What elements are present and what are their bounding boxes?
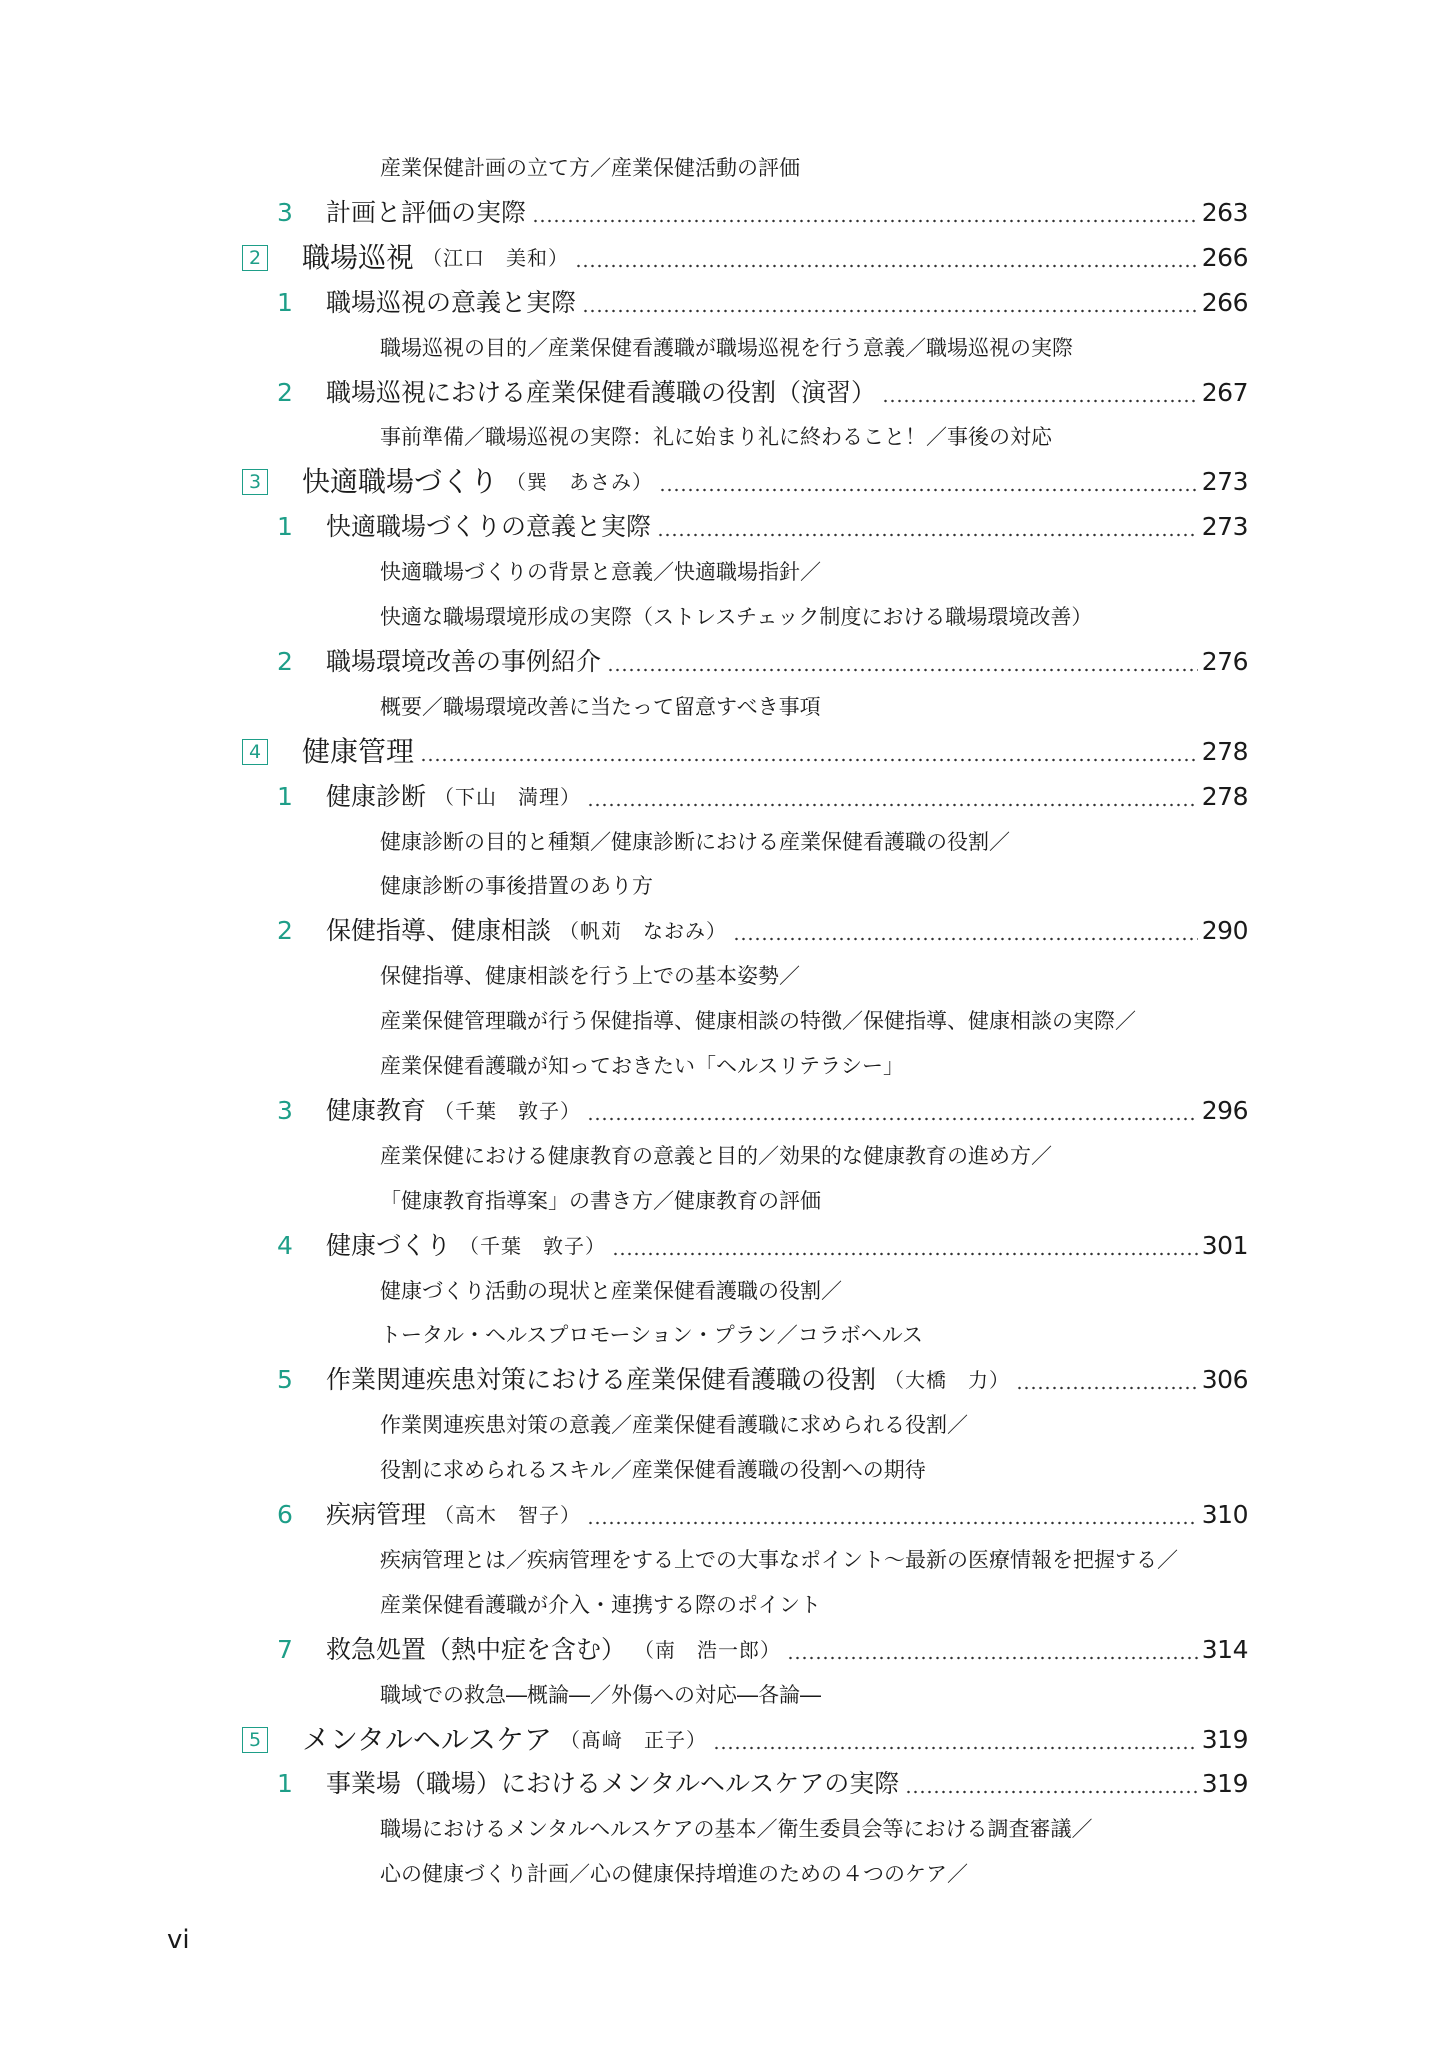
dot-leader <box>532 216 1198 226</box>
section-number-box: 2 <box>242 245 268 271</box>
entry-page-number: 263 <box>1201 198 1248 227</box>
dot-leader <box>1016 1383 1198 1393</box>
toc-entry[interactable] <box>0 1224 1248 1268</box>
entry-page-number: 306 <box>1201 1365 1248 1394</box>
entry-author: （千葉 敦子） <box>434 1099 582 1123</box>
entry-author: （大橋 力） <box>884 1368 1011 1392</box>
dot-leader <box>659 485 1198 495</box>
toc-subtopics: 役割に求められるスキル／産業保健看護職の役割への期待 <box>380 1458 926 1482</box>
dot-leader <box>713 1743 1198 1753</box>
dot-leader <box>587 1114 1198 1124</box>
toc-entry[interactable] <box>0 281 1248 325</box>
entry-author: （高木 智子） <box>434 1503 582 1527</box>
toc-subtopics: 「健康教育指導案」の書き方／健康教育の評価 <box>380 1189 821 1213</box>
toc-subtopics: 事前準備／職場巡視の実際：礼に始まり礼に終わること！／事後の対応 <box>380 425 1052 449</box>
toc-subtopics: 健康診断の事後措置のあり方 <box>380 874 653 898</box>
entry-number: 1 <box>277 512 293 541</box>
section-number-box: 3 <box>242 469 268 495</box>
toc-entry[interactable] <box>0 1762 1248 1806</box>
dot-leader <box>582 306 1198 316</box>
entry-title: 作業関連疾患対策における産業保健看護職の役割 <box>326 1365 877 1394</box>
entry-page-number: 301 <box>1201 1231 1248 1260</box>
toc-subtopics: 快適な職場環境形成の実際（ストレスチェック制度における職場環境改善） <box>380 605 1093 629</box>
entry-page-number: 267 <box>1201 378 1248 407</box>
section-number-box: 5 <box>242 1727 268 1753</box>
dot-leader <box>587 1518 1198 1528</box>
toc-subtopics: 保健指導、健康相談を行う上での基本姿勢／ <box>380 964 800 988</box>
entry-number: 7 <box>277 1635 293 1664</box>
toc-subtopics: 産業保健看護職が知っておきたい「ヘルスリテラシー」 <box>380 1054 904 1078</box>
toc-subtopics: 健康診断の目的と種類／健康診断における産業保健看護職の役割／ <box>380 830 1010 854</box>
toc-entry[interactable] <box>0 191 1248 235</box>
entry-page-number: 290 <box>1201 916 1248 945</box>
entry-title: 保健指導、健康相談 <box>326 916 552 945</box>
entry-number: 1 <box>277 782 293 811</box>
toc-entry[interactable] <box>0 1628 1248 1672</box>
entry-author: （帆苅 なおみ） <box>559 919 728 943</box>
entry-author: （江口 美和） <box>422 246 570 270</box>
entry-page-number: 266 <box>1201 288 1248 317</box>
toc-subtopics: 概要／職場環境改善に当たって留意すべき事項 <box>380 695 821 719</box>
toc-section-entry[interactable] <box>0 1718 1248 1762</box>
entry-page-number: 276 <box>1201 647 1248 676</box>
entry-page-number: 296 <box>1201 1096 1248 1125</box>
entry-number: 4 <box>277 1231 293 1260</box>
toc-subtopics: 作業関連疾患対策の意義／産業保健看護職に求められる役割／ <box>380 1413 968 1437</box>
toc-entry[interactable] <box>0 1358 1248 1402</box>
toc-subtopics: 産業保健における健康教育の意義と目的／効果的な健康教育の進め方／ <box>380 1144 1052 1168</box>
entry-title: 救急処置（熱中症を含む） <box>326 1635 627 1664</box>
entry-page-number: 319 <box>1201 1725 1248 1754</box>
entry-number: 3 <box>277 1096 293 1125</box>
toc-entry[interactable] <box>0 1089 1248 1133</box>
toc-subtopics: 職場巡視の目的／産業保健看護職が職場巡視を行う意義／職場巡視の実際 <box>380 336 1073 360</box>
entry-title: 事業場（職場）におけるメンタルヘルスケアの実際 <box>326 1769 900 1798</box>
dot-leader <box>575 261 1198 271</box>
toc-subtopics: 職域での救急―概論―／外傷への対応―各論― <box>380 1683 821 1707</box>
dot-leader <box>612 1249 1198 1259</box>
entry-number: 5 <box>277 1365 293 1394</box>
toc-entry[interactable] <box>0 371 1248 415</box>
entry-title: 計画と評価の実際 <box>326 198 527 227</box>
entry-title: 快適職場づくり <box>302 465 499 498</box>
toc-entry[interactable] <box>0 1493 1248 1537</box>
toc-subtopics: 疾病管理とは／疾病管理をする上での大事なポイント〜最新の医療情報を把握する／ <box>380 1548 1178 1572</box>
entry-title: 健康管理 <box>302 735 415 768</box>
dot-leader <box>657 530 1198 540</box>
toc-entry[interactable] <box>0 640 1248 684</box>
toc-subtopics: 職場におけるメンタルヘルスケアの基本／衛生委員会等における調査審議／ <box>380 1817 1093 1841</box>
entry-number: 1 <box>277 288 293 317</box>
entry-page-number: 273 <box>1201 467 1248 496</box>
toc-entry[interactable] <box>0 505 1248 549</box>
entry-author: （下山 満理） <box>434 785 582 809</box>
entry-title: 疾病管理 <box>326 1500 427 1529</box>
dot-leader <box>587 800 1198 810</box>
toc-section-entry[interactable] <box>0 460 1248 504</box>
dot-leader <box>787 1653 1198 1663</box>
entry-author: （千葉 敦子） <box>459 1234 607 1258</box>
entry-page-number: 278 <box>1201 737 1248 766</box>
entry-number: 2 <box>277 916 293 945</box>
section-number-box: 4 <box>242 739 268 765</box>
dot-leader <box>882 396 1198 406</box>
entry-author: （巽 あさみ） <box>506 470 654 494</box>
entry-number: 6 <box>277 1500 293 1529</box>
entry-page-number: 314 <box>1201 1635 1248 1664</box>
toc-subtopics: 快適職場づくりの背景と意義／快適職場指針／ <box>380 560 821 584</box>
entry-title: 職場巡視における産業保健看護職の役割（演習） <box>326 378 877 407</box>
entry-page-number: 319 <box>1201 1769 1248 1798</box>
dot-leader <box>905 1787 1198 1797</box>
toc-subtopics: 健康づくり活動の現状と産業保健看護職の役割／ <box>380 1279 842 1303</box>
entry-author: （髙﨑 正子） <box>560 1728 708 1752</box>
entry-number: 1 <box>277 1769 293 1798</box>
entry-title: 職場巡視 <box>302 241 415 274</box>
entry-page-number: 266 <box>1201 243 1248 272</box>
entry-title: 健康づくり <box>326 1231 452 1260</box>
toc-subtopics: トータル・ヘルスプロモーション・プラン／コラボヘルス <box>380 1323 924 1347</box>
toc-entry[interactable] <box>0 909 1248 953</box>
entry-title: メンタルヘルスケア <box>302 1723 553 1756</box>
entry-page-number: 273 <box>1201 512 1248 541</box>
toc-section-entry[interactable] <box>0 236 1248 280</box>
dot-leader <box>733 934 1198 944</box>
toc-subtopics: 産業保健管理職が行う保健指導、健康相談の特徴／保健指導、健康相談の実際／ <box>380 1009 1136 1033</box>
entry-number: 2 <box>277 647 293 676</box>
entry-page-number: 310 <box>1201 1500 1248 1529</box>
entry-author: （南 浩一郎） <box>634 1638 782 1662</box>
dot-leader <box>607 665 1198 675</box>
entry-title: 健康診断 <box>326 782 427 811</box>
toc-section-entry[interactable] <box>0 730 1248 774</box>
entry-title: 職場巡視の意義と実際 <box>326 288 577 317</box>
toc-subtopics: 心の健康づくり計画／心の健康保持増進のための４つのケア／ <box>380 1862 968 1886</box>
entry-number: 2 <box>277 378 293 407</box>
toc-subtopics: 産業保健計画の立て方／産業保健活動の評価 <box>380 156 800 180</box>
toc-subtopics: 産業保健看護職が介入・連携する際のポイント <box>380 1593 821 1617</box>
entry-title: 職場環境改善の事例紹介 <box>326 647 602 676</box>
dot-leader <box>420 755 1198 765</box>
page-number: vi <box>167 1925 190 1955</box>
entry-page-number: 278 <box>1201 782 1248 811</box>
toc-entry[interactable] <box>0 775 1248 819</box>
entry-number: 3 <box>277 198 293 227</box>
entry-title: 健康教育 <box>326 1096 427 1125</box>
entry-title: 快適職場づくりの意義と実際 <box>326 512 652 541</box>
